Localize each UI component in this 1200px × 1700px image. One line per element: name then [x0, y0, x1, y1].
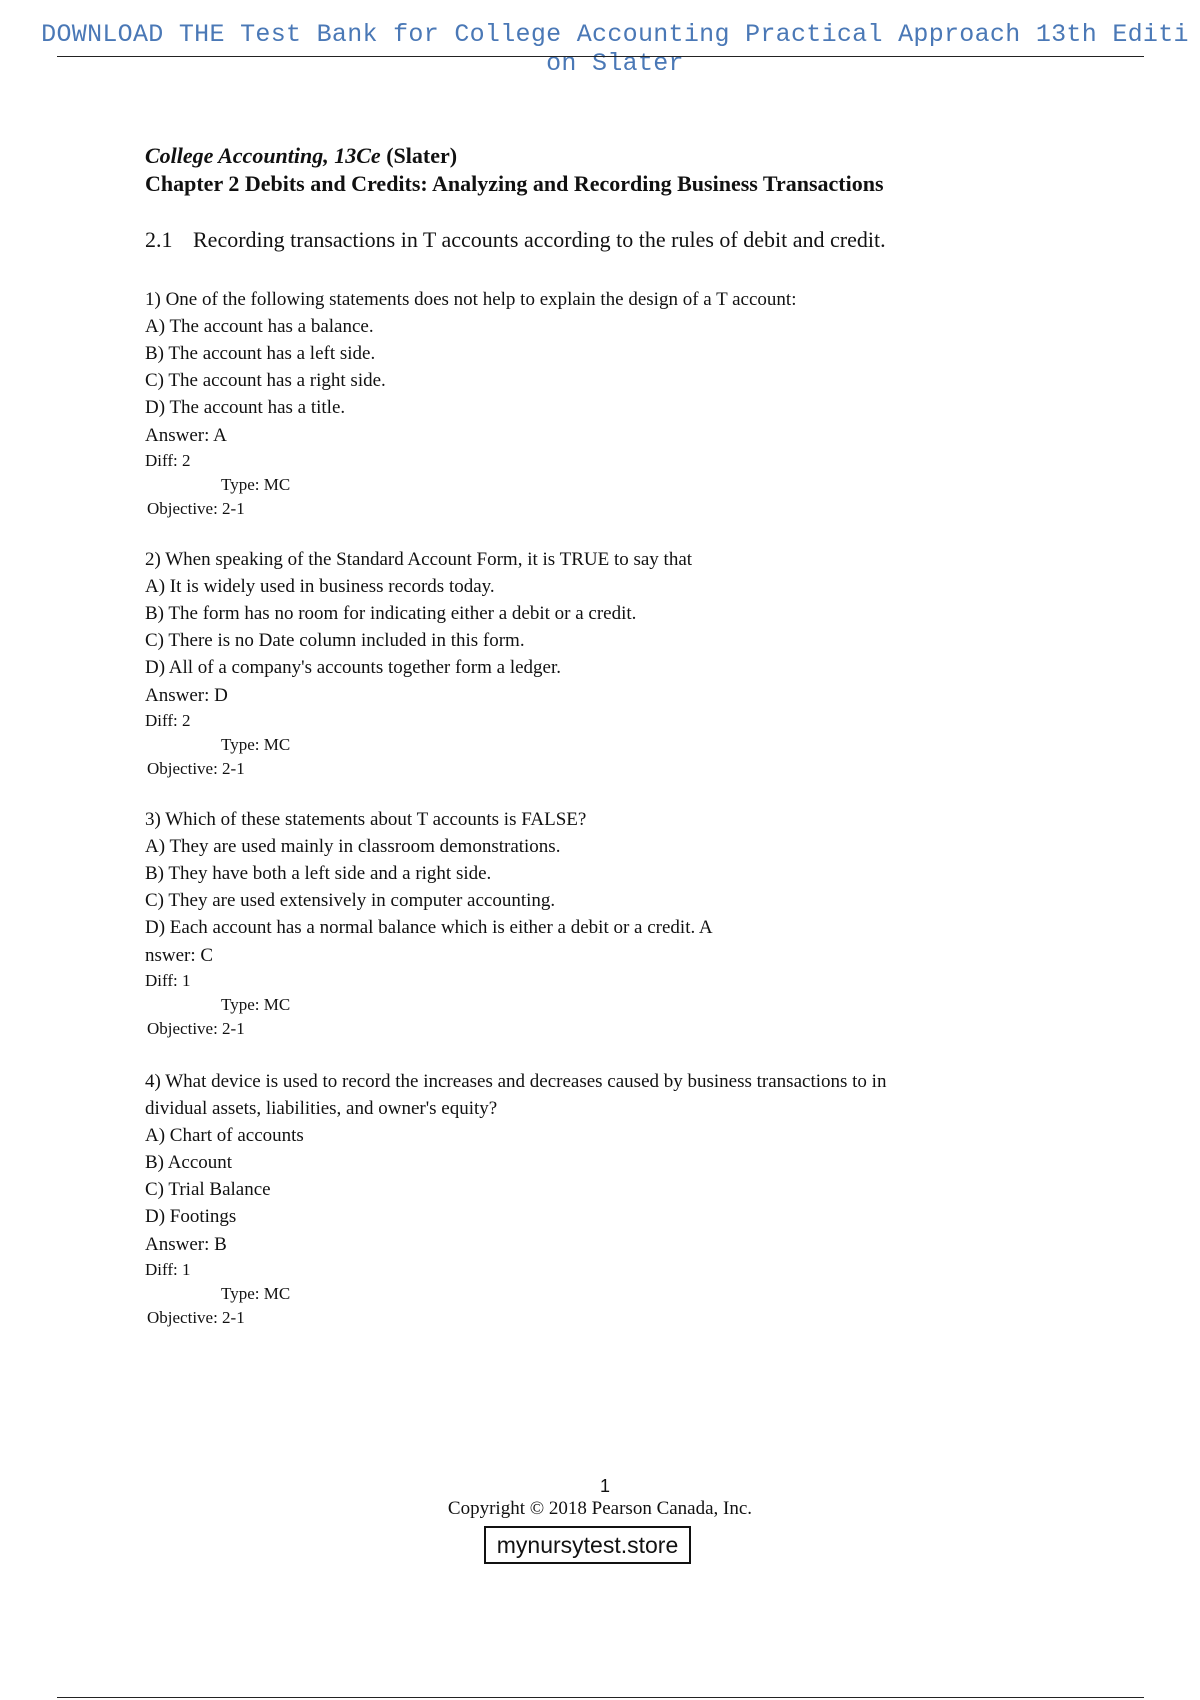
question-1	[145, 286, 1045, 521]
copyright: Copyright © 2018 Pearson Canada, Inc.	[447, 1498, 753, 1519]
difficulty: Diff: 2	[145, 451, 191, 470]
question-stem: 2) When speaking of the Standard Account Form, it is TRUE to say that	[145, 549, 693, 570]
banner-line-1[interactable]: DOWNLOAD THE Test Bank for College Accounting Practical Approach 13th Editi	[41, 20, 1189, 49]
option-b: B) The form has no room for indicating either a debit or a credit.	[145, 603, 637, 624]
option-d: D) The account has a title.	[145, 397, 346, 418]
option-a: A) It is widely used in business records today.	[145, 576, 495, 597]
question-type: Type: MC	[221, 475, 291, 494]
option-c: C) The account has a right side.	[145, 370, 386, 391]
option-c: C) There is no Date column included in this form.	[145, 630, 525, 651]
option-d: D) Footings	[145, 1206, 237, 1227]
option-c: C) Trial Balance	[145, 1179, 271, 1200]
objective: Objective: 2-1	[147, 1019, 245, 1038]
question-stem: 3) Which of these statements about T accounts is FALSE?	[145, 809, 587, 830]
question-2	[145, 546, 1045, 781]
document-header	[145, 142, 884, 198]
option-b: B) The account has a left side.	[145, 343, 376, 364]
chapter-title: Chapter 2 Debits and Credits: Analyzing and Recording Business Transactions	[145, 171, 884, 196]
banner-line-2[interactable]: on Slater	[546, 49, 684, 78]
option-d: D) All of a company's accounts together form a ledger.	[145, 657, 562, 678]
section-number: 2.1	[145, 227, 173, 252]
section-heading	[145, 226, 886, 254]
question-stem-continued: dividual assets, liabilities, and owner's equity?	[145, 1098, 498, 1119]
question-4	[145, 1068, 1045, 1330]
option-b: B) Account	[145, 1152, 233, 1173]
question-type: Type: MC	[221, 995, 291, 1014]
difficulty: Diff: 1	[145, 1260, 191, 1279]
book-title-italic: College Accounting, 13Ce	[145, 143, 381, 168]
option-b: B) They have both a left side and a right side.	[145, 863, 492, 884]
banner-rule	[57, 56, 1144, 57]
difficulty: Diff: 1	[145, 971, 191, 990]
page-number: 1	[600, 1476, 611, 1496]
question-stem: 4) What device is used to record the increases and decreases caused by business transactions to in	[145, 1071, 887, 1092]
objective: Objective: 2-1	[147, 759, 245, 778]
objective: Objective: 2-1	[147, 499, 245, 518]
store-link[interactable]: mynursytest.store	[484, 1526, 691, 1564]
answer: Answer: D	[145, 685, 228, 706]
answer: Answer: A	[145, 425, 227, 446]
question-stem: 1) One of the following statements does not help to explain the design of a T account:	[145, 289, 797, 310]
question-type: Type: MC	[221, 1284, 291, 1303]
question-type: Type: MC	[221, 735, 291, 754]
download-banner[interactable]	[40, 20, 1190, 78]
answer: nswer: C	[145, 945, 214, 966]
question-3	[145, 806, 1045, 1041]
option-a: A) Chart of accounts	[145, 1125, 304, 1146]
objective: Objective: 2-1	[147, 1308, 245, 1327]
answer: Answer: B	[145, 1234, 227, 1255]
difficulty: Diff: 2	[145, 711, 191, 730]
section-title: Recording transactions in T accounts according to the rules of debit and credit.	[193, 227, 886, 252]
option-c: C) They are used extensively in computer accounting.	[145, 890, 556, 911]
book-title-author: (Slater)	[380, 143, 458, 168]
option-a: A) The account has a balance.	[145, 316, 374, 337]
bottom-rule	[57, 1697, 1144, 1698]
option-a: A) They are used mainly in classroom demonstrations.	[145, 836, 561, 857]
book-title	[145, 142, 884, 170]
option-d: D) Each account has a normal balance which is either a debit or a credit. A	[145, 917, 713, 938]
